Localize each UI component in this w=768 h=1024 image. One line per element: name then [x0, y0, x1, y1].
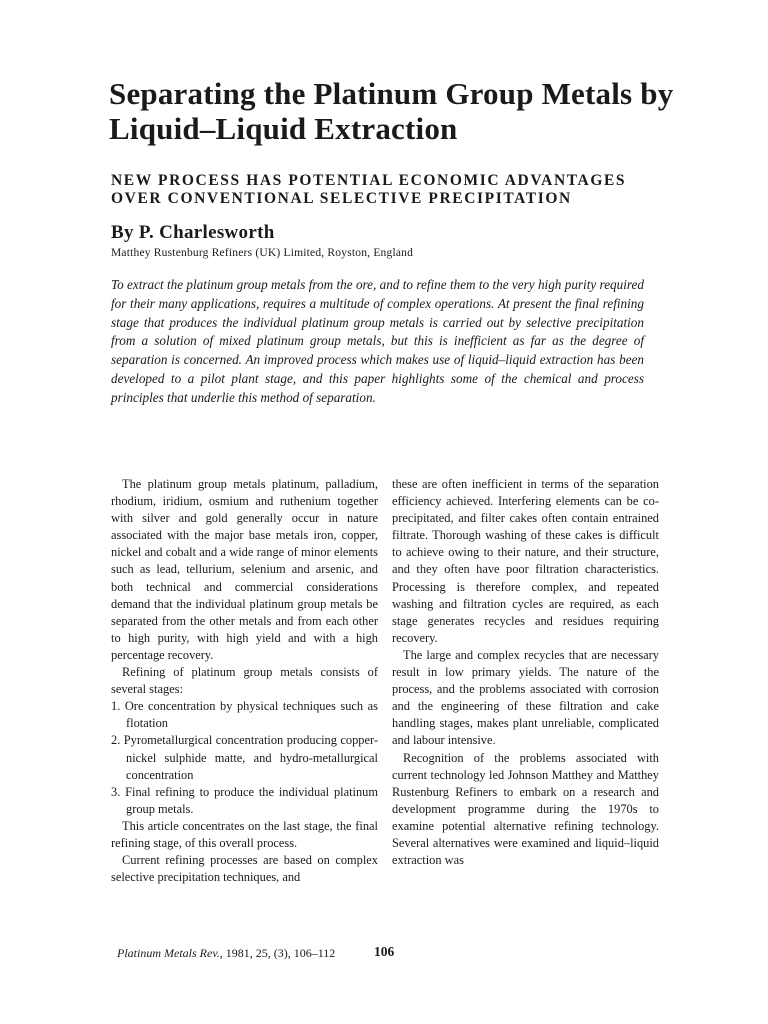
paragraph: these are often inefficient in terms of the separation efficiency achieved. Interfering elements can be co-precipitated, and filter cakes often contain entrained filtrate. Thorough washing of these cakes is difficult to achieve owing to their nature, and their structure, and they often have poor filtration characteristics. Processing is therefore complex, and repeated washing and filtration cycles are required, as each stage generates recycles and residues requiring recovery.	[392, 477, 659, 645]
page-number: 106	[374, 944, 395, 959]
abstract: To extract the platinum group metals from the ore, and to refine them to the very high purity required for their many applications, requires a multitude of complex operations. At present the final refining stage that produces the individual platinum group metals is carried out by selective precipitation from a solution of mixed platinum group metals, but this is inefficient as far as the degree of separation is concerned. An improved process which makes use of liquid–liquid extraction has been developed to a pilot plant stage, and this paper highlights some of the chemical and process principles that underlie this method of separation.	[111, 277, 644, 405]
page-footer	[117, 946, 335, 961]
body-column-left	[111, 476, 378, 886]
list-item: 2. Pyrometallurgical concentration producing copper-nickel sulphide matte, and hydro-metallurgical concentration	[111, 733, 378, 782]
article-subtitle: NEW PROCESS HAS POTENTIAL ECONOMIC ADVANTAGES OVER CONVENTIONAL SELECTIVE PRECIPITATION	[111, 172, 627, 207]
paragraph: The platinum group metals platinum, palladium, rhodium, iridium, osmium and ruthenium together with silver and gold generally occur in nature associated with the major base metals iron, copper, nickel and cobalt and a wide range of minor elements such as lead, tellurium, selenium and arsenic, and both technical and commercial considerations demand that the individual platinum group metals be separated from the other metals and from each other to high purity, with high yield and with a high percentage recovery.	[111, 477, 378, 662]
journal-name: Platinum Metals Rev.	[117, 946, 220, 960]
author-byline: By P. Charlesworth	[111, 222, 275, 243]
paragraph: The large and complex recycles that are necessary result in low primary yields. The nature of the process, and the problems associated with corrosion and the engineering of these filtration and cake handling stages, makes plant unreliable, complicated and labour intensive.	[392, 647, 659, 748]
paragraph: Recognition of the problems associated with current technology led Johnson Matthey and Matthey Rustenburg Refiners to embark on a research and development programme during the 1970s to examine potential alternative refining technology. Several alternatives were examined and liquid–liquid extraction was	[392, 750, 659, 868]
body-column-right	[392, 476, 659, 869]
journal-citation: , 1981, 25, (3), 106–112	[219, 946, 336, 960]
author-affiliation: Matthey Rustenburg Refiners (UK) Limited, Royston, England	[111, 247, 414, 259]
paragraph: Current refining processes are based on complex selective precipitation techniques, and	[111, 853, 378, 885]
article-title: Separating the Platinum Group Metals by Liquid–Liquid Extraction	[109, 76, 674, 146]
list-item: 3. Final refining to produce the individual platinum group metals.	[111, 784, 378, 816]
paragraph: Refining of platinum group metals consists of several stages:	[111, 665, 378, 697]
paragraph: This article concentrates on the last stage, the final refining stage, of this overall process.	[111, 818, 378, 850]
list-item: 1. Ore concentration by physical techniques such as flotation	[111, 699, 378, 731]
